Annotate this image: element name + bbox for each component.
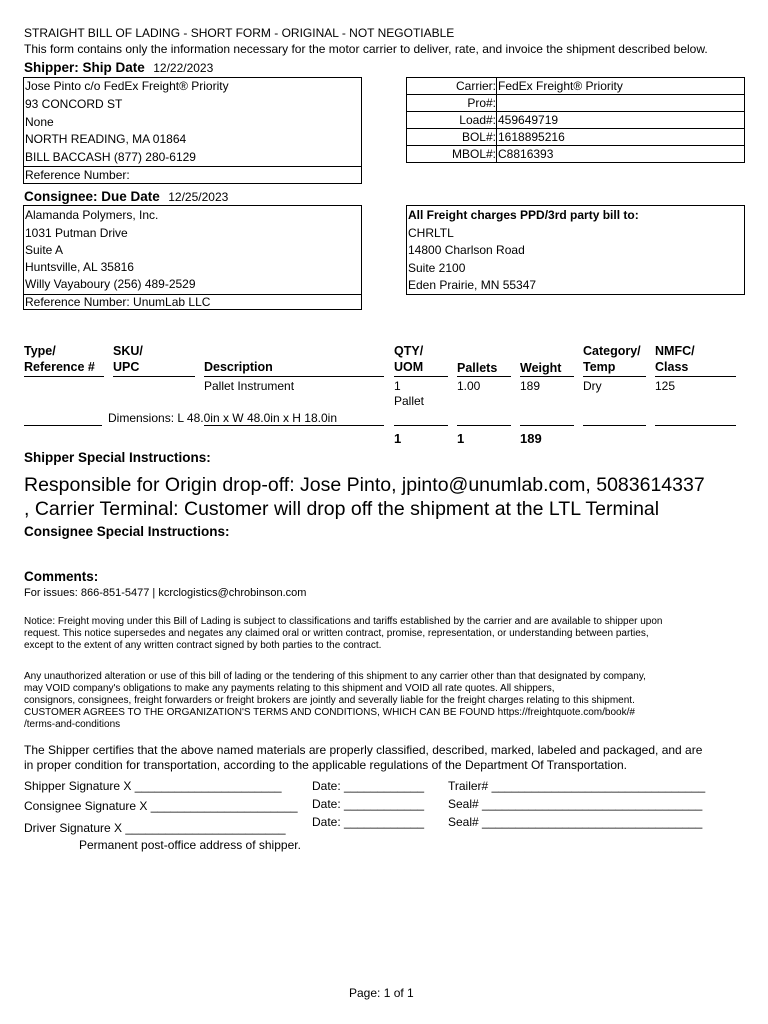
shipper-certification: The Shipper certifies that the above named materials are properly classified, described, marked, labeled and packaged, and are in proper condition for transportation, according to the applicable regulations of the Department Of Transportation. — [24, 743, 703, 772]
driver-signature-line[interactable]: Driver Signature X ________________________ — [24, 821, 286, 835]
total-qty: 1 — [394, 431, 402, 446]
notice-1: Notice: Freight moving under this Bill of Lading is subject to classifications and tariffs established by the carrier and are available to shipper upon request. This notice supersedes and negates any claimed oral or written contract, promise, representation, or understanding between parties, except to the extent of any written contract signed by both parties to the contract. — [24, 616, 663, 651]
consignee-line: Huntsville, AL 35816 — [25, 260, 134, 274]
col-pallets: Pallets — [457, 361, 498, 375]
col-description: Description — [204, 360, 273, 374]
address-note: Permanent post-office address of shipper. — [79, 838, 301, 852]
item-category: Dry — [583, 379, 602, 393]
pro-row: Pro#: — [407, 94, 744, 111]
item-dimensions: Dimensions: L 48.0in x W 48.0in x H 18.0in — [108, 411, 338, 425]
consignee-heading — [24, 188, 228, 206]
item-uom: Pallet — [394, 394, 425, 408]
shipper-instructions-label: Shipper Special Instructions: — [24, 450, 211, 465]
shipper-box — [23, 77, 362, 184]
consignee-signature-line[interactable]: Consignee Signature X ______________________ — [24, 799, 298, 813]
comments-label: Comments: — [24, 569, 99, 584]
page-number: Page: 1 of 1 — [349, 986, 414, 1000]
billto-title: All Freight charges PPD/3rd party bill to: — [408, 208, 639, 222]
date-field[interactable]: Date: ____________ — [312, 779, 425, 793]
consignee-instructions-label: Consignee Special Instructions: — [24, 524, 230, 539]
item-description: Pallet Instrument — [204, 379, 295, 393]
shipper-line: 93 CONCORD ST — [25, 97, 123, 111]
load-row: Load#: 459649719 — [407, 111, 744, 128]
notice-2: Any unauthorized alteration or use of this bill of lading or the tendering of this shipment to any carrier other than that designated by company, may VOID company's obligations to make any payments relating to this shipment and VOID all rate quotes. All shippers, consignors, consignees, freight forwarders or freight brokers are jointly and severally liable for the freight charges relating to this shipment. CUSTOMER AGREES TO THE ORGANIZATION'S TERMS AND CONDITIONS, WHICH CAN BE FOUND https://freightquote.com/book/# /terms-and-conditions — [24, 671, 646, 730]
shipper-line: NORTH READING, MA 01864 — [25, 132, 187, 146]
seal-field[interactable]: Seal# _________________________________ — [448, 815, 703, 829]
carrier-row: Carrier: FedEx Freight® Priority — [455, 79, 623, 93]
consignee-label: Consignee: Due Date — [24, 189, 160, 204]
col-weight: Weight — [520, 361, 562, 375]
shipper-heading — [24, 59, 213, 77]
consignee-line: 1031 Putman Drive — [25, 226, 128, 240]
col-qty: QTY/ UOM — [394, 344, 424, 374]
billto-line: Suite 2100 — [408, 261, 466, 275]
consignee-line: Willy Vayaboury (256) 489-2529 — [25, 277, 196, 291]
billto-line: Eden Prairie, MN 55347 — [408, 278, 537, 292]
shipper-instructions-line1: Responsible for Origin drop-off: Jose Pinto, jpinto@unumlab.com, 5083614337 — [24, 474, 705, 496]
consignee-line: Alamanda Polymers, Inc. — [25, 208, 159, 222]
bol-row: BOL#: 1618895216 — [407, 128, 744, 145]
date-field[interactable]: Date: ____________ — [312, 797, 425, 811]
item-nmfc: 125 — [655, 379, 676, 393]
col-type: Type/ Reference # — [24, 344, 95, 374]
shipper-reference: Reference Number: — [25, 168, 130, 182]
item-weight: 189 — [520, 379, 541, 393]
form-title: STRAIGHT BILL OF LADING - SHORT FORM - ORIGINAL - NOT NEGOTIABLE — [24, 26, 455, 40]
ship-date: 12/22/2023 — [153, 61, 214, 75]
shipper-line: Jose Pinto c/o FedEx Freight® Priority — [25, 79, 229, 93]
consignee-box — [23, 205, 362, 310]
shipper-line: None — [25, 115, 54, 129]
total-pallets: 1 — [457, 431, 465, 446]
col-sku: SKU/ UPC — [113, 344, 143, 374]
consignee-reference: Reference Number: UnumLab LLC — [25, 295, 211, 309]
date-field[interactable]: Date: ____________ — [312, 815, 425, 829]
consignee-line: Suite A — [25, 243, 64, 257]
shipper-line: BILL BACCASH (877) 280-6129 — [25, 150, 196, 164]
trailer-field[interactable]: Trailer# ________________________________ — [448, 779, 706, 793]
carrier-box — [406, 77, 745, 163]
shipper-instructions-line2: , Carrier Terminal: Customer will drop off the shipment at the LTL Terminal — [24, 498, 660, 520]
seal-field[interactable]: Seal# _________________________________ — [448, 797, 703, 811]
form-subtitle: This form contains only the information necessary for the motor carrier to deliver, rate, and invoice the shipment described below. — [24, 42, 708, 56]
col-category: Category/ Temp — [583, 344, 641, 374]
total-weight: 189 — [520, 431, 542, 446]
item-pallets: 1.00 — [457, 379, 481, 393]
due-date: 12/25/2023 — [168, 190, 229, 204]
shipper-signature-line[interactable]: Shipper Signature X ______________________ — [24, 779, 282, 793]
col-nmfc: NMFC/ Class — [655, 344, 695, 374]
billto-line: CHRLTL — [408, 226, 454, 240]
comments-issues: For issues: 866-851-5477 | kcrclogistics@chrobinson.com — [24, 587, 307, 599]
mbol-row: MBOL#: C8816393 — [407, 145, 744, 162]
item-qty: 1 — [394, 379, 401, 393]
shipper-label: Shipper: Ship Date — [24, 60, 145, 75]
billto-line: 14800 Charlson Road — [408, 243, 525, 257]
billto-box — [406, 205, 745, 295]
